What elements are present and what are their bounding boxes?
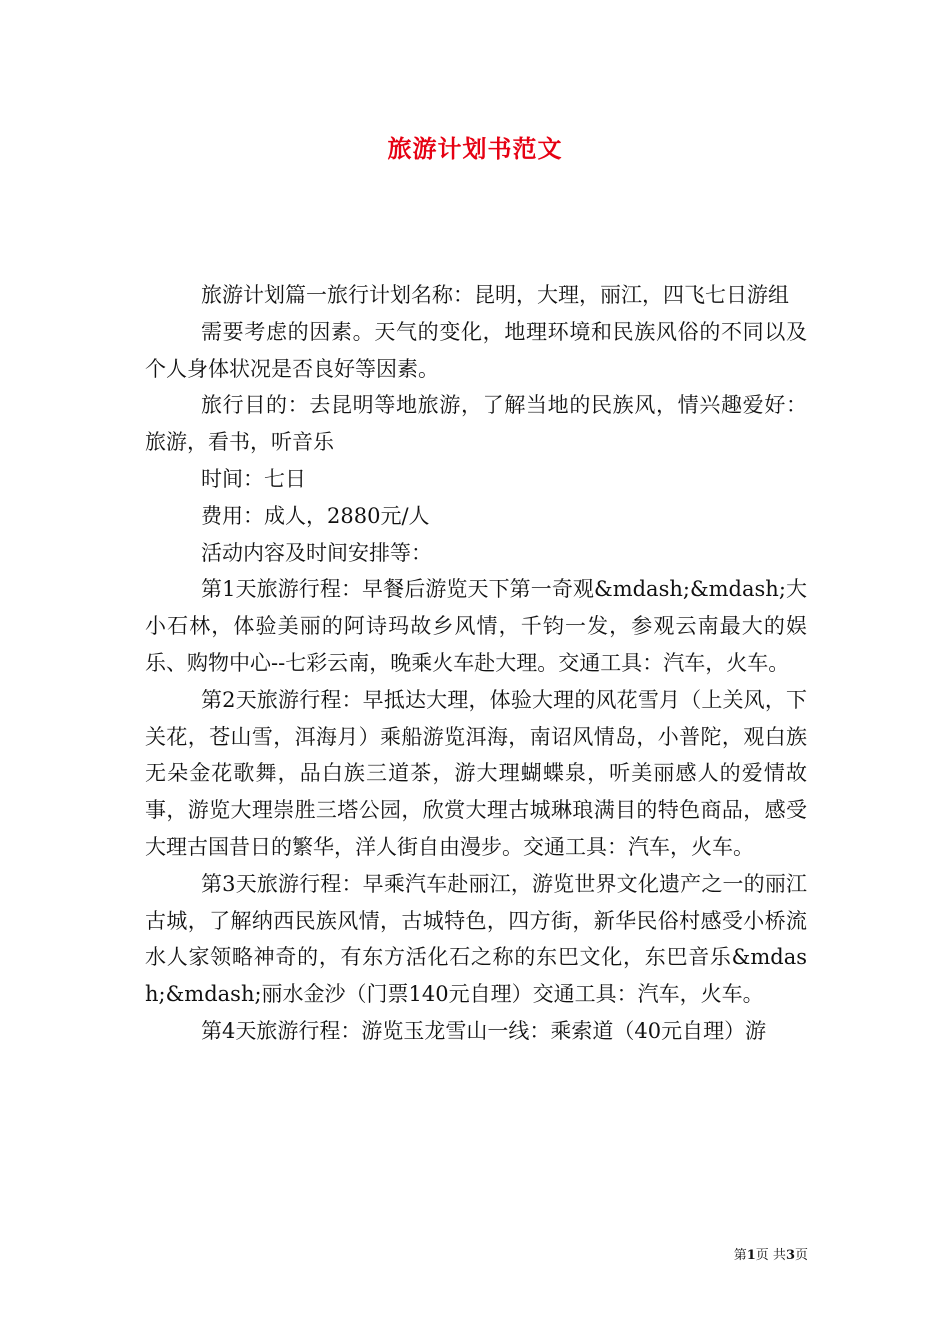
page-number-footer [0,1247,808,1265]
paragraph-purpose: 旅行目的：去昆明等地旅游，了解当地的民族风，情兴趣爱好：旅游，看书，听音乐 [145,393,807,455]
page-title: 旅游计划书范文 [387,134,563,163]
paragraph-cost: 费用：成人，2880元/人 [201,503,430,528]
paragraph-time: 时间：七日 [201,466,306,491]
footer-middle: 页 共 [755,1248,786,1263]
paragraph-plan-name: 旅游计划篇一旅行计划名称：昆明，大理，丽江，四飞七日游组 [201,283,789,307]
paragraph-day-3: 第3天旅游行程：早乘汽车赴丽江，游览世界文化遗产之一的丽江古城，了解纳西民族风情，古城特色，四方街，新华民俗村感受小桥流水人家领略神奇的，有东方活化石之称的东巴文化，东巴音乐&mdash;&mdash;丽水金沙（门票140元自理）交通工具：汽车，火车。 [145,871,807,1007]
paragraph-considerations: 需要考虑的因素。天气的变化，地理环境和民族风俗的不同以及个人身体状况是否良好等因素。 [145,319,807,381]
paragraph-day-1: 第1天旅游行程：早餐后游览天下第一奇观&mdash;&mdash;大小石林，体验美丽的阿诗玛故乡风情，千钧一发，参观云南最大的娱乐、购物中心--七彩云南，晚乘火车赴大理。交通工具：汽车，火车。 [145,577,807,675]
paragraph-schedule-heading: 活动内容及时间安排等： [201,540,432,565]
paragraph-day-2: 第2天旅游行程：早抵达大理，体验大理的风花雪月（上关风，下关花，苍山雪，洱海月）乘船游览洱海，南诏风情岛，小普陀，观白族无朵金花歌舞，品白族三道茶，游大理蝴蝶泉，听美丽感人的爱情故事，游览大理崇胜三塔公园，欣赏大理古城琳琅满目的特色商品，感受大理古国昔日的繁华，洋人街自由漫步。交通工具：汽车，火车。 [145,687,807,859]
footer-prefix: 第 [733,1248,747,1263]
footer-current-page: 1 [746,1248,756,1263]
paragraph-day-4: 第4天旅游行程：游览玉龙雪山一线：乘索道（40元自理）游 [201,1018,767,1043]
footer-suffix: 页 [794,1248,808,1263]
footer-total-pages: 3 [785,1248,795,1263]
document-body [145,277,807,1050]
